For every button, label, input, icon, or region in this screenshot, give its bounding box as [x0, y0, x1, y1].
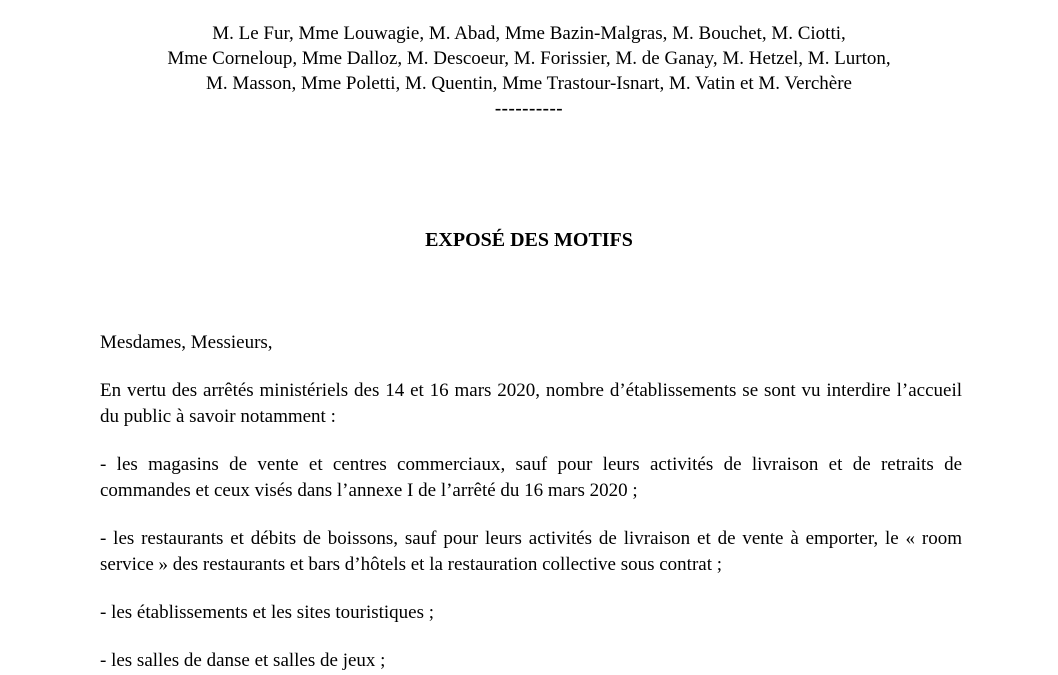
paragraph-item-shops: - les magasins de vente et centres commerciaux, sauf pour leurs activités de livraison et de retraits de commandes et ceux visés dans l’annexe I de l’arrêté du 16 mars 2020 ; — [100, 454, 962, 501]
paragraph-item-tourist-sites: - les établissements et les sites touristiques ; — [100, 602, 435, 623]
signatories-line-3: M. Masson, Mme Poletti, M. Quentin, Mme Trastour-Isnart, M. Vatin et M. Verchère — [206, 73, 852, 94]
section-title: EXPOSÉ DES MOTIFS — [425, 229, 633, 251]
signatories-line-1: M. Le Fur, Mme Louwagie, M. Abad, Mme Bazin-Malgras, M. Bouchet, M. Ciotti, — [212, 23, 846, 44]
document-body — [100, 330, 962, 674]
salutation: Mesdames, Messieurs, — [100, 332, 273, 353]
paragraph-item-dance-halls: - les salles de danse et salles de jeux ; — [100, 650, 386, 671]
paragraph-intro: En vertu des arrêtés ministériels des 14 et 16 mars 2020, nombre d’établissements se sont vu interdire l’accueil du public à savoir notamment : — [100, 380, 962, 427]
paragraph-item-restaurants: - les restaurants et débits de boissons, sauf pour leurs activités de livraison et de vente à emporter, le « room service » des restaurants et bars d’hôtels et la restauration collective sous contrat ; — [100, 528, 962, 575]
signatories-block — [0, 0, 1058, 96]
separator-dashes: ---------- — [494, 98, 564, 119]
signatories-line-2: Mme Corneloup, Mme Dalloz, M. Descoeur, M. Forissier, M. de Ganay, M. Hetzel, M. Lurton, — [167, 48, 891, 69]
